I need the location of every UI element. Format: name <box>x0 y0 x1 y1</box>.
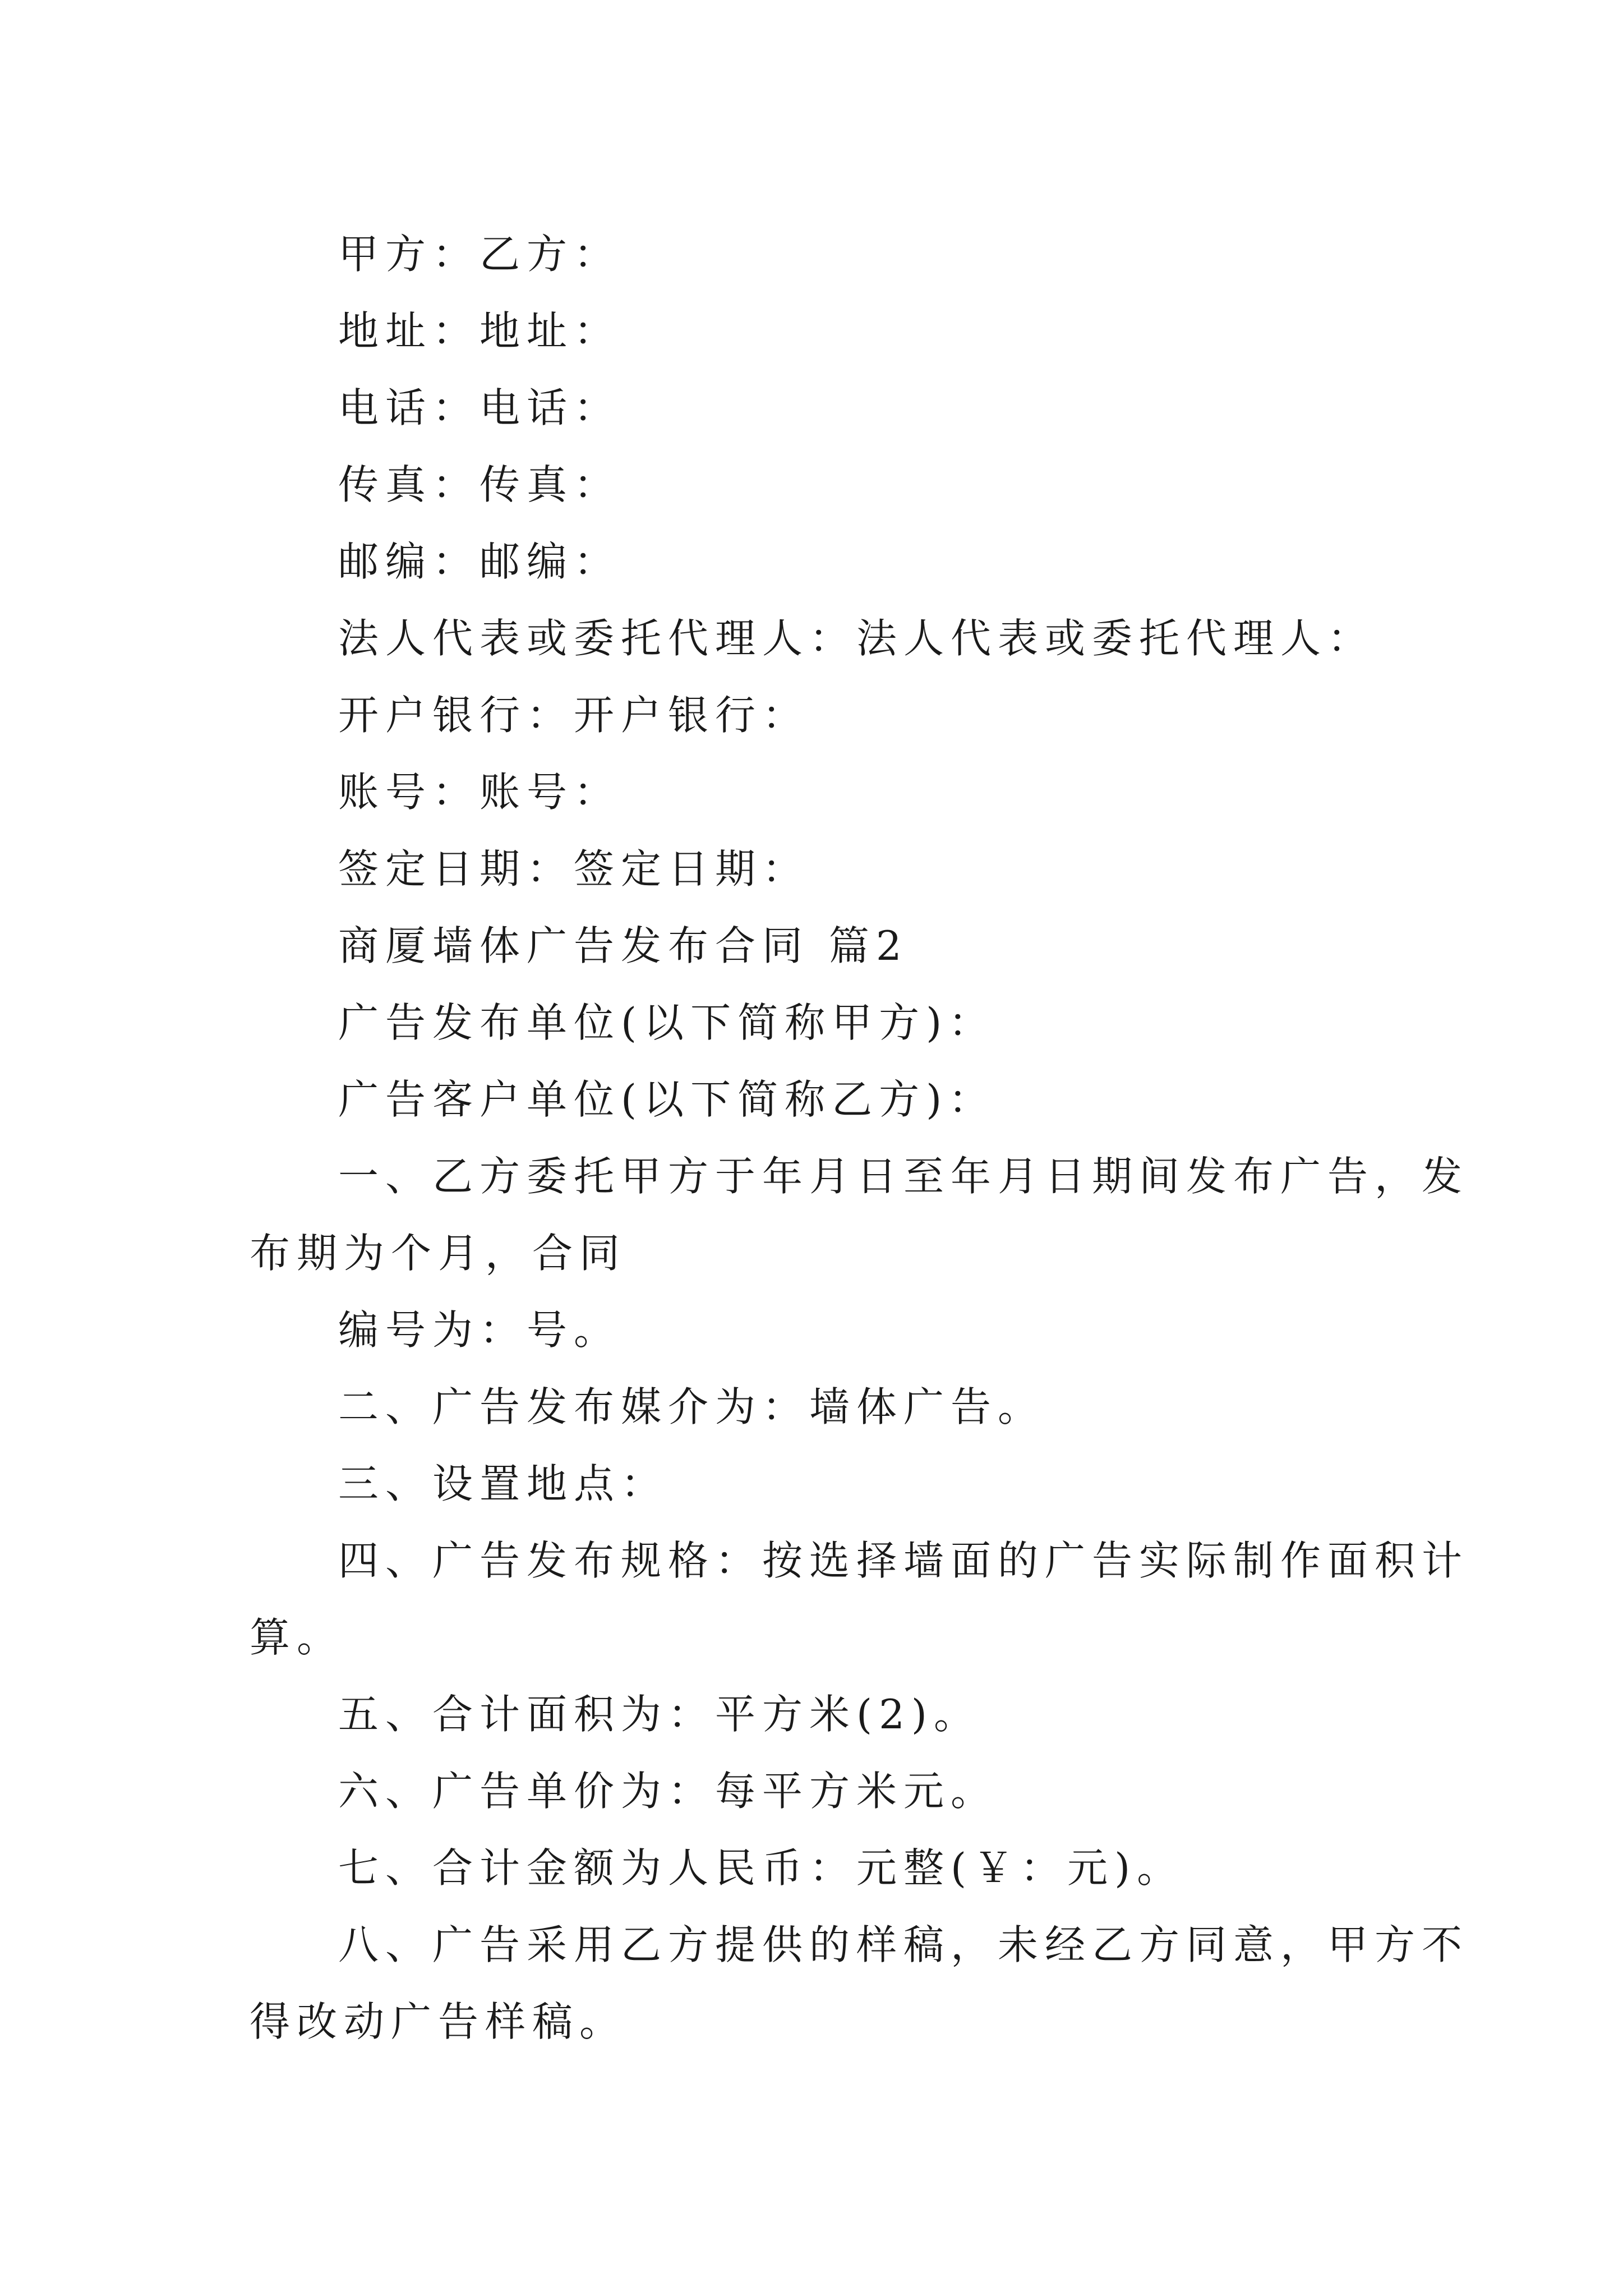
clause-4: 四、广告发布规格：按选择墙面的广告实际制作面积计 <box>338 1537 1469 1584</box>
clause-1-number: 编号为：号。 <box>338 1306 621 1354</box>
clause-4-continuation: 算。 <box>250 1614 344 1661</box>
clause-8: 八、广告采用乙方提供的样稿，未经乙方同意，甲方不 <box>338 1921 1469 1968</box>
section-title: 商厦墙体广告发布合同 篇2 <box>338 922 909 969</box>
account-line: 账号：账号： <box>338 769 621 816</box>
fax-line: 传真：传真： <box>338 461 621 508</box>
clause-3: 三、设置地点： <box>338 1460 668 1507</box>
clause-7: 七、合计金额为人民币：元整(￥：元)。 <box>338 1844 1184 1892</box>
bank-line: 开户银行：开户银行： <box>338 692 810 739</box>
clause-5: 五、合计面积为：平方米(2)。 <box>338 1691 981 1738</box>
clause-1-continuation: 布期为个月，合同 <box>250 1230 627 1277</box>
party-line: 甲方：乙方： <box>338 231 621 278</box>
client-line: 广告客户单位(以下简称乙方)： <box>338 1076 996 1123</box>
document-body <box>250 216 1469 2060</box>
clause-6: 六、广告单价为：每平方米元。 <box>338 1768 998 1815</box>
postcode-line: 邮编：邮编： <box>338 538 621 585</box>
sign-date-line: 签定日期：签定日期： <box>338 845 810 892</box>
clause-1: 一、乙方委托甲方于年月日至年月日期间发布广告，发 <box>338 1153 1469 1200</box>
clause-8-continuation: 得改动广告样稿。 <box>250 1998 627 2045</box>
legal-representative-line: 法人代表或委托代理人：法人代表或委托代理人： <box>338 615 1375 662</box>
phone-line: 电话：电话： <box>338 384 621 431</box>
address-line: 地址：地址： <box>338 307 621 355</box>
publisher-line: 广告发布单位(以下简称甲方)： <box>338 999 996 1046</box>
clause-2: 二、广告发布媒介为：墙体广告。 <box>338 1383 1045 1430</box>
